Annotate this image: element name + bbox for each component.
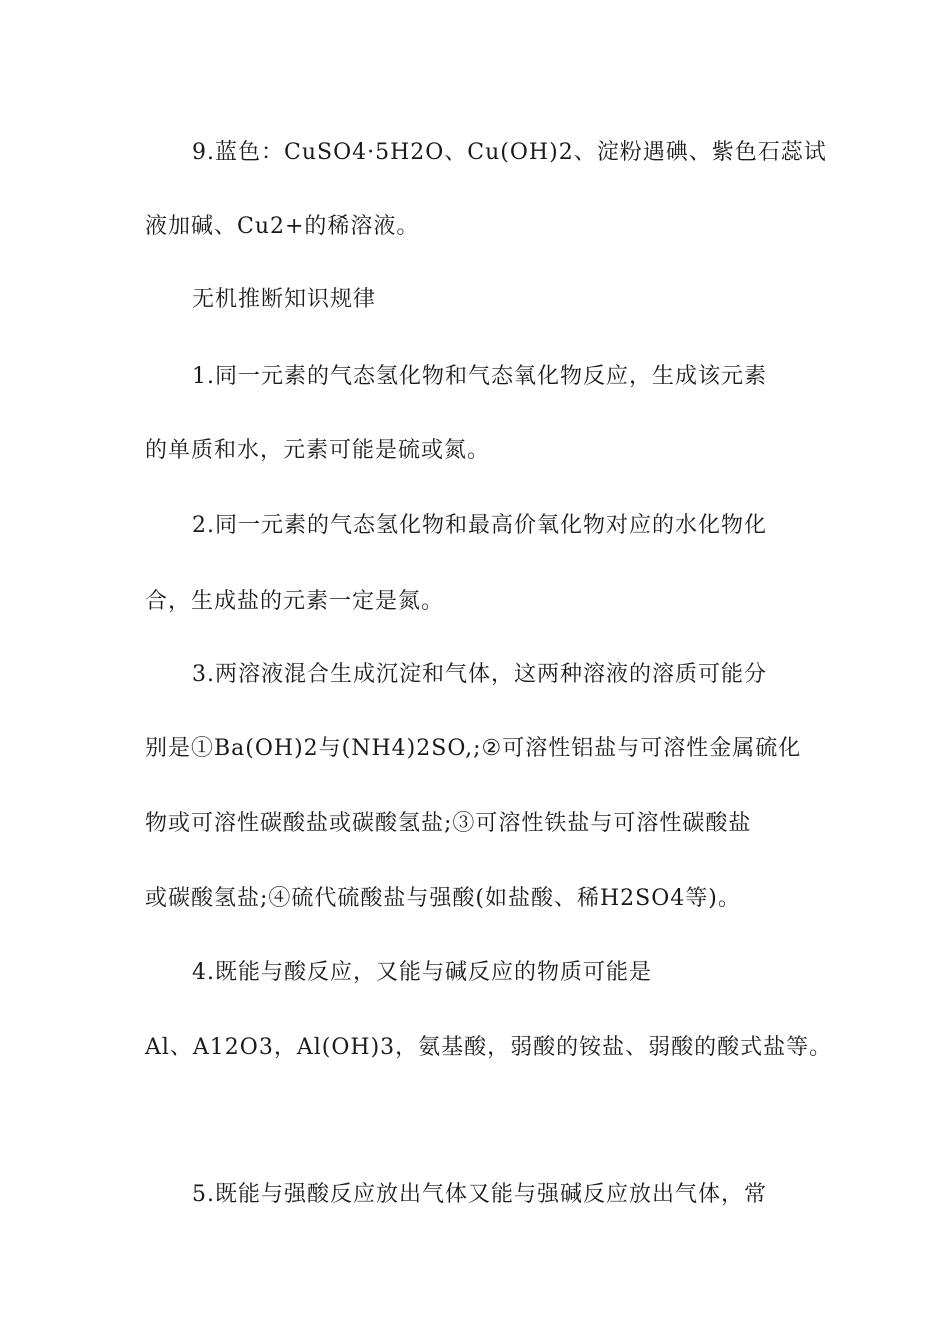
paragraph-line: 别是①Ba(OH)2与(NH4)2SO,;②可溶性铝盐与可溶性金属硫化 <box>145 736 802 761</box>
paragraph-line: 2.同一元素的气态氢化物和最高价氧化物对应的水化物化 <box>192 513 767 538</box>
paragraph-line: 1.同一元素的气态氢化物和气态氧化物反应，生成该元素 <box>192 364 767 389</box>
paragraph-line: 液加碱、Cu2+的稀溶液。 <box>145 214 420 239</box>
paragraph-line: 3.两溶液混合生成沉淀和气体，这两种溶液的溶质可能分 <box>192 662 767 687</box>
paragraph-line: 或碳酸氢盐;④硫代硫酸盐与强酸(如盐酸、稀H2SO4等)。 <box>145 886 741 911</box>
paragraph-line: 物或可溶性碳酸盐或碳酸氢盐;③可溶性铁盐与可溶性碳酸盐 <box>145 811 752 836</box>
section-heading: 无机推断知识规律 <box>192 287 377 312</box>
paragraph-line: 合，生成盐的元素一定是氮。 <box>145 589 445 614</box>
paragraph-line: 5.既能与强酸反应放出气体又能与强碱反应放出气体，常 <box>192 1182 767 1207</box>
paragraph-line: 4.既能与酸反应，又能与碱反应的物质可能是 <box>192 960 652 985</box>
paragraph-line: Al、A12O3，Al(OH)3，氨基酸，弱酸的铵盐、弱酸的酸式盐等。 <box>145 1035 833 1060</box>
paragraph-line: 的单质和水，元素可能是硫或氮。 <box>145 438 491 463</box>
paragraph-line: 9.蓝色：CuSO4·5H2O、Cu(OH)2、淀粉遇碘、紫色石蕊试 <box>192 140 827 165</box>
